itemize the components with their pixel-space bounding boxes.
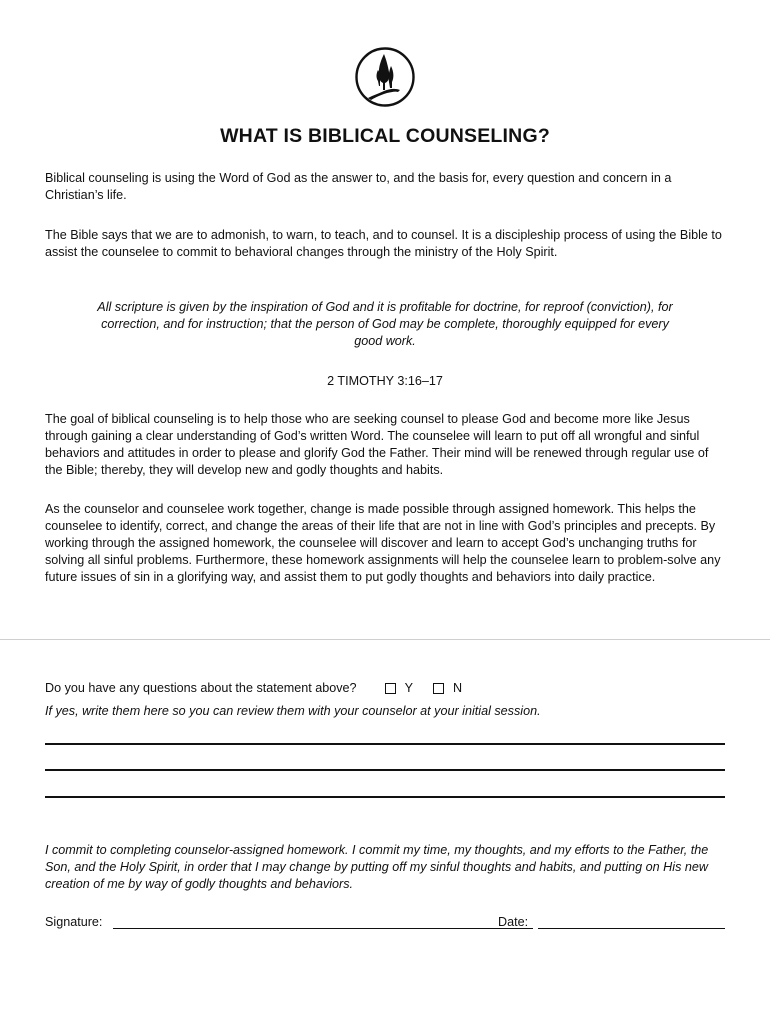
yes-option[interactable] [385,680,413,697]
intro-paragraph: Biblical counseling is using the Word of God as the answer to, and the basis for, every question and concern in a Christian’s life. [45,171,672,202]
goal-paragraph: The goal of biblical counseling is to help those who are seeking counsel to please God and become more like Jesus through gaining a clear understanding of God’s written Word. The counselee will learn to put off all wrongful and sinful behaviors and attitudes in order to please and glorify God the Father. Their mind will be renewed through regular use of the Bible; thereby, they will develop new and godly thoughts and habits. [45,412,709,477]
section-divider [0,639,770,640]
yes-label: Y [404,680,413,695]
no-checkbox[interactable] [433,683,444,694]
homework-paragraph: As the counselor and counselee work together, change is made possible through assigned homework. This helps the counselee to identify, correct, and change the areas of their life that are not in line with God’s principles and precepts. By working through the assigned homework, the counselee will discover and learn to accept God’s unchanging truths for solving all sinful problems. Furthermore, these homework assignments will help the counselee learn to problem-solve any future issues of sin in a glorifying way, and assist them to put godly thoughts and behaviors into daily practice. [45,502,721,584]
answer-line-3[interactable] [45,796,725,798]
page-title: WHAT IS BIBLICAL COUNSELING? [220,125,550,147]
no-option[interactable] [433,680,462,697]
scripture-quote: All scripture is given by the inspiration of God and it is profitable for doctrine, for reproof (conviction), for correction, and for instruction; that the person of God may be complete, thoroughly equipped for every good work. [97,300,673,348]
signature-field[interactable] [113,928,533,929]
date-field[interactable] [538,928,725,929]
answer-line-1[interactable] [45,743,725,745]
date-label: Date: [498,915,529,929]
signature-label: Signature: [45,915,103,929]
commitment-statement: I commit to completing counselor-assigned homework. I commit my time, my thoughts, and my efforts to the Father, the Son, and the Holy Spirit, in order that I may change by putting off my sinful thoughts and habits, and putting on His new creation of me by way of godly thoughts and behaviors. [45,843,709,891]
no-label: N [452,680,463,695]
questions-instruction: If yes, write them here so you can review them with your counselor at your initial session. [45,704,541,718]
yes-checkbox[interactable] [385,683,396,694]
tree-path-emblem-icon [354,46,416,108]
discipleship-paragraph: The Bible says that we are to admonish, to warn, to teach, and to counsel. It is a discipleship process of using the Bible to assist the counselee to commit to behavioral changes through the ministry of the Holy Spirit. [45,228,722,259]
question-row [45,679,735,697]
question-label: Do you have any questions about the statement above? [45,680,357,695]
scripture-citation: 2 TIMOTHY 3:16–17 [327,374,443,388]
answer-line-2[interactable] [45,769,725,771]
signature-row [45,914,725,934]
